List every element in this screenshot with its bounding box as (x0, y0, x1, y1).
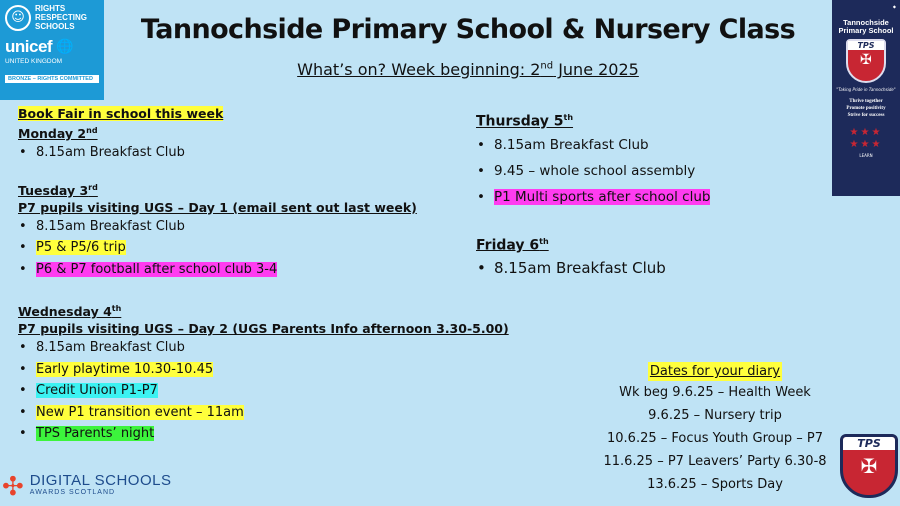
diary-item: Wk beg 9.6.25 – Health Week (619, 385, 811, 400)
unicef-wordmark: unicef (5, 37, 53, 56)
diary-item: 9.6.25 – Nursery trip (648, 408, 782, 423)
wednesday-list (18, 337, 488, 445)
friday-day: Friday 6 (476, 237, 540, 254)
subtitle-pre: What’s on? Week beginning: 2 (297, 60, 541, 79)
list-item (18, 216, 488, 238)
thursday-sup: th (563, 113, 574, 122)
rrs-line1: RIGHTS (35, 4, 66, 13)
page-title: Tannochside Primary School & Nursery Class (140, 14, 796, 45)
rrs-line3: SCHOOLS (35, 22, 75, 31)
tuesday-heading (18, 179, 488, 199)
tps-school-line1: Tannochside (843, 18, 889, 27)
thursday-heading (476, 108, 806, 132)
tps-value3: Strive for success (847, 113, 885, 118)
tps-banner-logo (832, 0, 900, 196)
friday-sup: th (539, 236, 549, 246)
list-item (18, 237, 488, 259)
list-item (18, 359, 488, 381)
list-item-text: P1 Multi sports after school club (494, 188, 711, 205)
diary-title: Dates for your diary (649, 364, 781, 379)
dsa-sub: AWARDS SCOTLAND (29, 489, 116, 496)
list-item-text: P5 & P5/6 trip (36, 240, 126, 256)
list-item-text: 8.15am Breakfast Club (36, 340, 185, 356)
rrs-level: BRONZE – RIGHTS COMMITTED (5, 75, 99, 83)
crossed-tools-icon: ✠ (860, 454, 878, 478)
list-item-text: 9.45 – whole school assembly (494, 162, 696, 179)
diary-section (600, 362, 830, 496)
wednesday-sup: th (111, 304, 122, 314)
rrs-line2: RESPECTING (35, 13, 88, 22)
tps-badge-text: TPS (848, 41, 884, 50)
list-item-text: TPS Parents’ night (36, 426, 155, 442)
diary-item: 13.6.25 – Sports Day (647, 477, 783, 492)
unicef-country: UNITED KINGDOM (5, 58, 63, 65)
pinwheel-icon: ✣ (2, 472, 24, 502)
list-item: • 8.15am Breakfast Club (18, 142, 488, 164)
friday-list (476, 255, 806, 281)
subtitle-post: June 2025 (553, 60, 639, 79)
wednesday-day: Wednesday 4 (18, 304, 112, 320)
digital-schools-logo (2, 469, 192, 505)
tuesday-note: P7 pupils visiting UGS – Day 1 (email sent out last week) (18, 199, 417, 215)
list-item-text: 8.15am Breakfast Club (36, 218, 185, 234)
tuesday-list (18, 216, 488, 281)
list-item (18, 402, 488, 424)
monday-day: Monday 2 (18, 126, 87, 142)
dsa-name: DIGITAL SCHOOLS (29, 472, 172, 489)
list-item (18, 380, 488, 402)
list-item (18, 337, 488, 359)
tuesday-sup: rd (88, 182, 98, 192)
diary-item: 10.6.25 – Focus Youth Group – P7 (607, 431, 823, 446)
tps-footer: LEARN (859, 153, 873, 158)
tps-value1: Thrive together (849, 99, 883, 104)
list-item (476, 255, 806, 281)
list-item (476, 158, 806, 184)
list-item (476, 132, 806, 158)
tps-school-line2: Primary School (838, 26, 894, 35)
tps-school-badge (840, 434, 898, 498)
monday-list (18, 142, 488, 164)
list-item-text: Credit Union P1-P7 (36, 383, 158, 399)
list-item-text: 8.15am Breakfast Club (494, 136, 649, 153)
unicef-globe-icon: 🌐 (56, 39, 74, 55)
stars-decoration-icon: ★★★ ★★★ (849, 127, 883, 150)
tps-shield-icon (846, 39, 886, 83)
tps-mini-icon: ◆ (892, 4, 896, 9)
monday-sup: nd (86, 126, 98, 135)
list-item-text: New P1 transition event – 11am (36, 404, 244, 420)
rrs-people-icon: ☺ (5, 5, 31, 31)
thursday-list (476, 132, 806, 210)
monday-heading (18, 122, 488, 142)
diary-item: 11.6.25 – P7 Leavers’ Party 6.30-8 (603, 454, 827, 469)
list-item (18, 259, 488, 281)
wednesday-heading (18, 300, 488, 320)
list-item-text: 8.15am Breakfast Club (494, 259, 666, 278)
crossed-tools-icon: ✠ (860, 52, 872, 68)
rights-respecting-schools-logo (0, 0, 104, 100)
list-item-text: P6 & P7 football after school club 3-4 (36, 261, 278, 277)
friday-heading (476, 232, 806, 256)
tps-motto: "Taking Pride in Tannochside" (836, 87, 896, 92)
tuesday-day: Tuesday 3 (18, 182, 89, 198)
thursday-day: Thursday 5 (476, 113, 564, 130)
list-item (476, 184, 806, 210)
tps-value2: Promote positivity (846, 106, 886, 111)
week-subtitle (118, 60, 818, 79)
tps-badge-big-text: TPS (843, 437, 895, 450)
right-column (476, 108, 806, 281)
list-item (18, 423, 488, 445)
wednesday-note: P7 pupils visiting UGS – Day 2 (UGS Parents Info afternoon 3.30-5.00) (18, 321, 509, 337)
subtitle-sup: nd (540, 60, 554, 72)
book-fair-notice: Book Fair in school this week (18, 106, 224, 121)
list-item-text: Early playtime 10.30-10.45 (36, 361, 214, 377)
